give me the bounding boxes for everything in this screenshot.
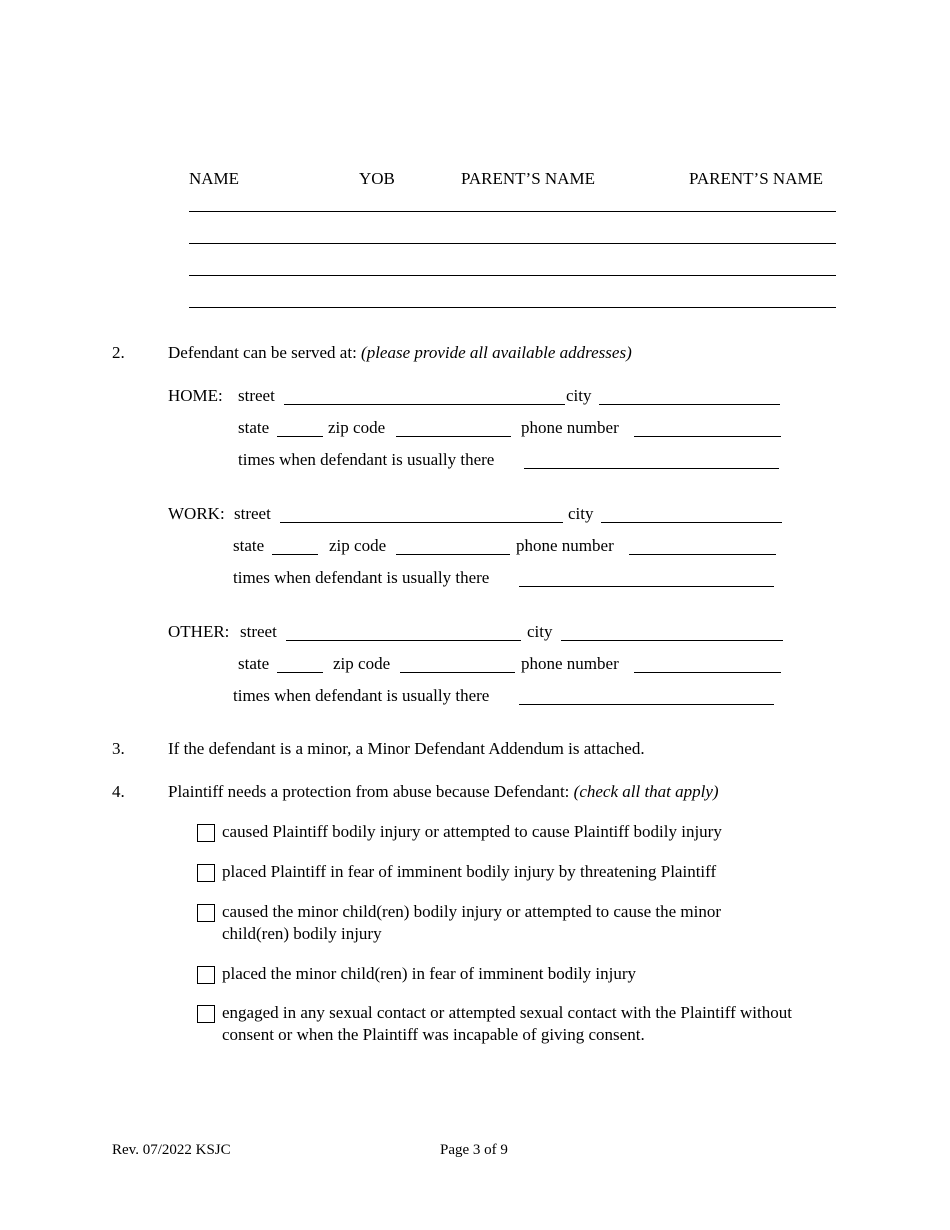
work-label: WORK: [168, 504, 225, 523]
other-times-label: times when defendant is usually there [233, 686, 490, 705]
other-times-field[interactable] [519, 704, 774, 705]
table-row-line[interactable] [189, 307, 836, 308]
work-zip-field[interactable] [396, 554, 510, 555]
section-4-number: 4. [112, 782, 125, 801]
option-3-label: caused the minor child(ren) bodily injury or attempted to cause the minor child(ren) bodily injury [222, 902, 721, 943]
other-zip-label: zip code [333, 654, 391, 673]
work-times-field[interactable] [519, 586, 774, 587]
section-4-intro: Plaintiff needs a protection from abuse because Defendant: (check all that apply) [168, 782, 719, 801]
home-zip-field[interactable] [396, 436, 511, 437]
home-phone-label: phone number [521, 418, 619, 437]
option-5-label: engaged in any sexual contact or attempted sexual contact with the Plaintiff without consent or when the Plaintiff was incapable of giving consent. [222, 1003, 792, 1044]
home-state-label: state [238, 418, 270, 437]
section-3-text: If the defendant is a minor, a Minor Defendant Addendum is attached. [168, 739, 645, 758]
footer-page-number: Page 3 of 9 [440, 1142, 508, 1158]
work-phone-label: phone number [516, 536, 614, 555]
work-state-label: state [233, 536, 265, 555]
option-5-checkbox[interactable] [197, 1005, 215, 1023]
work-times-label: times when defendant is usually there [233, 568, 490, 587]
option-4-label: placed the minor child(ren) in fear of imminent bodily injury [222, 964, 637, 983]
work-state-field[interactable] [272, 554, 318, 555]
table-header-parent-name-2: PARENT’S NAME [689, 169, 823, 188]
home-street-field[interactable] [284, 404, 565, 405]
other-state-label: state [238, 654, 270, 673]
home-phone-field[interactable] [634, 436, 781, 437]
table-header-parent-name-1: PARENT’S NAME [461, 169, 595, 188]
other-phone-field[interactable] [634, 672, 781, 673]
home-times-label: times when defendant is usually there [238, 450, 495, 469]
footer-revision: Rev. 07/2022 KSJC [112, 1142, 231, 1158]
other-state-field[interactable] [277, 672, 323, 673]
option-1-label: caused Plaintiff bodily injury or attempted to cause Plaintiff bodily injury [222, 822, 722, 841]
table-header-name: NAME [189, 169, 240, 188]
work-phone-field[interactable] [629, 554, 776, 555]
home-city-label: city [566, 386, 592, 405]
section-2-number: 2. [112, 343, 125, 362]
table-row-line[interactable] [189, 243, 836, 244]
home-zip-label: zip code [328, 418, 386, 437]
work-city-field[interactable] [601, 522, 782, 523]
home-state-field[interactable] [277, 436, 323, 437]
home-street-label: street [238, 386, 275, 405]
other-label: OTHER: [168, 622, 230, 641]
section-3-number: 3. [112, 739, 125, 758]
other-street-field[interactable] [286, 640, 521, 641]
work-street-label: street [234, 504, 271, 523]
work-zip-label: zip code [329, 536, 387, 555]
option-3-checkbox[interactable] [197, 904, 215, 922]
table-row-line[interactable] [189, 275, 836, 276]
option-4-checkbox[interactable] [197, 966, 215, 984]
option-2-label: placed Plaintiff in fear of imminent bodily injury by threatening Plaintiff [222, 862, 717, 881]
work-street-field[interactable] [280, 522, 563, 523]
home-times-field[interactable] [524, 468, 779, 469]
option-1-checkbox[interactable] [197, 824, 215, 842]
table-row-line[interactable] [189, 211, 836, 212]
home-city-field[interactable] [599, 404, 780, 405]
other-city-field[interactable] [561, 640, 783, 641]
other-phone-label: phone number [521, 654, 619, 673]
option-2-checkbox[interactable] [197, 864, 215, 882]
home-label: HOME: [168, 386, 223, 405]
other-city-label: city [527, 622, 553, 641]
table-header-yob: YOB [359, 169, 395, 188]
other-zip-field[interactable] [400, 672, 515, 673]
other-street-label: street [240, 622, 277, 641]
section-2-intro: Defendant can be served at: (please provide all available addresses) [168, 343, 632, 362]
work-city-label: city [568, 504, 594, 523]
